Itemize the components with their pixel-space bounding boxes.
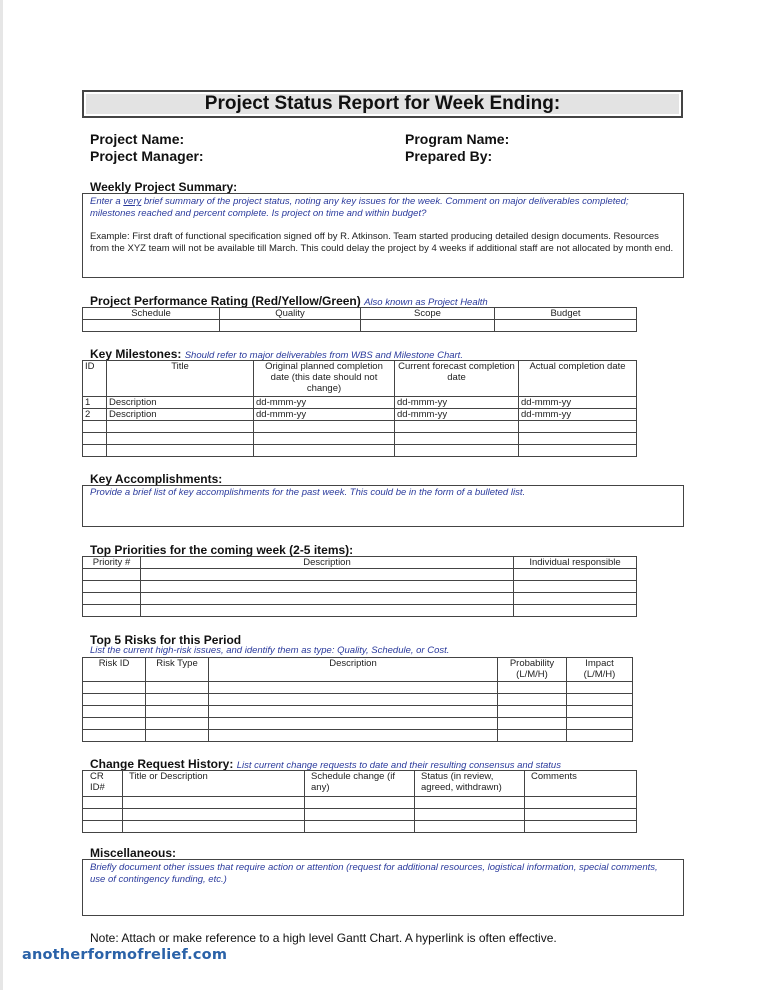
milestone-cell[interactable] — [83, 433, 107, 445]
change-requests-col-id: CR ID# — [83, 771, 123, 797]
accomplishments-box[interactable] — [82, 485, 684, 527]
summary-example: Example: First draft of functional specification signed off by R. Atkinson. Team started producing detailed design documents. Resources from the XYZ team will not be available till March. This could delay the project by 4 weeks if additional staff are not allocated by month end. — [90, 231, 674, 254]
change-request-cell[interactable] — [525, 821, 637, 833]
change-request-cell[interactable] — [83, 809, 123, 821]
milestones-hint: Should refer to major deliverables from WBS and Milestone Chart. — [184, 350, 463, 361]
priority-row — [83, 605, 637, 617]
report-title-text: Project Status Report for Week Ending: — [204, 93, 561, 114]
priority-cell[interactable] — [141, 569, 514, 581]
priorities-title: Top Priorities for the coming week (2-5 items): — [90, 543, 354, 557]
risk-cell[interactable] — [83, 718, 146, 730]
change-request-row — [83, 797, 637, 809]
priority-cell[interactable] — [141, 593, 514, 605]
priority-cell[interactable] — [514, 605, 637, 617]
prepared-by-label: Prepared By: — [405, 148, 493, 164]
risk-cell[interactable] — [146, 694, 209, 706]
milestones-col-forecast-date: Current forecast completion date — [395, 361, 519, 397]
change-requests-title — [90, 757, 561, 771]
priority-cell[interactable] — [83, 581, 141, 593]
milestone-cell[interactable] — [395, 445, 519, 457]
accomplishments-title: Key Accomplishments: — [90, 472, 223, 486]
risk-cell[interactable] — [498, 682, 567, 694]
risks-hint: List the current high-risk issues, and identify them as type: Quality, Schedule, or Cost. — [90, 645, 450, 656]
milestone-row — [83, 421, 637, 433]
milestone-id[interactable]: 1 — [83, 397, 107, 409]
risks-table — [82, 657, 633, 742]
milestones-table — [82, 360, 637, 457]
misc-hint: Briefly document other issues that require action or attention (request for additional resources, logistical information, special comments, use of contingency funding, etc.) — [90, 862, 658, 885]
change-request-cell[interactable] — [123, 821, 305, 833]
misc-box[interactable] — [82, 859, 684, 916]
milestone-cell[interactable] — [107, 445, 254, 457]
milestone-id[interactable]: 2 — [83, 409, 107, 421]
milestone-row — [83, 433, 637, 445]
change-requests-hint: List current change requests to date and their resulting consensus and status — [236, 760, 561, 771]
priority-cell[interactable] — [83, 569, 141, 581]
change-request-cell[interactable] — [415, 809, 525, 821]
performance-cell-scope[interactable] — [361, 320, 495, 332]
priorities-table — [82, 556, 637, 617]
risk-row — [83, 682, 633, 694]
page-edge — [0, 0, 3, 990]
risks-col-type: Risk Type — [146, 658, 209, 682]
risk-cell[interactable] — [567, 694, 633, 706]
watermark: anotherformofrelief.com — [22, 947, 228, 963]
milestone-actual-date[interactable]: dd-mmm-yy — [519, 397, 637, 409]
change-requests-col-title: Title or Description — [123, 771, 305, 797]
risks-col-impact: Impact (L/M/H) — [567, 658, 633, 682]
change-request-cell[interactable] — [305, 821, 415, 833]
risk-cell[interactable] — [146, 730, 209, 742]
risk-cell[interactable] — [209, 718, 498, 730]
change-requests-table — [82, 770, 637, 833]
change-request-cell[interactable] — [525, 797, 637, 809]
risk-cell[interactable] — [209, 682, 498, 694]
performance-col-budget: Budget — [495, 308, 637, 320]
performance-table — [82, 307, 637, 332]
milestone-cell[interactable] — [254, 421, 395, 433]
accomplishments-hint: Provide a brief list of key accomplishments for the past week. This could be in the form of a bulleted list. — [90, 487, 526, 498]
milestone-cell[interactable] — [395, 421, 519, 433]
risk-row — [83, 694, 633, 706]
change-request-cell[interactable] — [83, 797, 123, 809]
risks-col-description: Description — [209, 658, 498, 682]
change-requests-col-status: Status (in review, agreed, withdrawn) — [415, 771, 525, 797]
milestone-row — [83, 397, 637, 409]
risk-cell[interactable] — [146, 706, 209, 718]
milestone-cell[interactable] — [519, 445, 637, 457]
change-requests-col-comments: Comments — [525, 771, 637, 797]
priority-cell[interactable] — [83, 605, 141, 617]
priorities-col-number: Priority # — [83, 557, 141, 569]
risk-cell[interactable] — [498, 718, 567, 730]
performance-title — [90, 294, 488, 308]
performance-col-schedule: Schedule — [83, 308, 220, 320]
change-request-cell[interactable] — [415, 797, 525, 809]
performance-col-quality: Quality — [220, 308, 361, 320]
change-requests-title-text: Change Request History: — [90, 757, 234, 771]
change-request-cell[interactable] — [305, 797, 415, 809]
risk-cell[interactable] — [209, 706, 498, 718]
change-request-row — [83, 809, 637, 821]
change-request-cell[interactable] — [123, 809, 305, 821]
project-manager-label: Project Manager: — [90, 148, 204, 164]
milestones-title-text: Key Milestones: — [90, 347, 182, 361]
milestone-row — [83, 409, 637, 421]
risks-col-id: Risk ID — [83, 658, 146, 682]
milestones-col-id: ID — [83, 361, 107, 397]
misc-title: Miscellaneous: — [90, 846, 177, 860]
milestone-cell[interactable] — [395, 433, 519, 445]
milestones-col-actual-date: Actual completion date — [519, 361, 637, 397]
change-request-cell[interactable] — [123, 797, 305, 809]
milestone-cell[interactable] — [83, 445, 107, 457]
summary-hint-underlined: very — [123, 196, 142, 207]
milestone-forecast-date[interactable]: dd-mmm-yy — [395, 409, 519, 421]
priorities-col-description: Description — [141, 557, 514, 569]
change-request-row — [83, 821, 637, 833]
priority-cell[interactable] — [83, 593, 141, 605]
risk-cell[interactable] — [209, 694, 498, 706]
performance-cell-budget[interactable] — [495, 320, 637, 332]
priority-cell[interactable] — [141, 605, 514, 617]
risk-cell[interactable] — [146, 682, 209, 694]
risk-cell[interactable] — [567, 718, 633, 730]
milestone-original-date[interactable]: dd-mmm-yy — [254, 409, 395, 421]
risk-cell[interactable] — [498, 694, 567, 706]
summary-hint-post: brief summary of the project status, noting any key issues for the week. Comment on major deliverables completed; milestones reached and percent complete. Is project on time and within budget? — [90, 196, 629, 219]
milestone-cell[interactable] — [519, 421, 637, 433]
summary-hint-pre: Enter a — [90, 196, 124, 207]
priority-cell[interactable] — [514, 593, 637, 605]
milestone-title[interactable]: Description — [107, 409, 254, 421]
risk-row — [83, 706, 633, 718]
risk-cell[interactable] — [83, 694, 146, 706]
milestone-title[interactable]: Description — [107, 397, 254, 409]
milestones-col-title: Title — [107, 361, 254, 397]
milestone-cell[interactable] — [107, 433, 254, 445]
program-name-label: Program Name: — [405, 131, 510, 147]
milestone-cell[interactable] — [519, 433, 637, 445]
risk-cell[interactable] — [209, 730, 498, 742]
risk-cell[interactable] — [498, 730, 567, 742]
report-title — [82, 90, 683, 118]
summary-title: Weekly Project Summary: — [90, 180, 238, 194]
milestone-cell[interactable] — [254, 433, 395, 445]
milestones-title — [90, 347, 463, 361]
risk-cell[interactable] — [83, 706, 146, 718]
milestone-cell[interactable] — [83, 421, 107, 433]
risk-cell[interactable] — [567, 682, 633, 694]
milestone-forecast-date[interactable]: dd-mmm-yy — [395, 397, 519, 409]
risk-cell[interactable] — [567, 730, 633, 742]
performance-hint: Also known as Project Health — [364, 297, 488, 308]
priority-cell[interactable] — [514, 569, 637, 581]
milestone-row — [83, 445, 637, 457]
milestone-cell[interactable] — [254, 445, 395, 457]
risks-title: Top 5 Risks for this Period — [90, 633, 242, 647]
risk-cell[interactable] — [498, 706, 567, 718]
performance-title-text: Project Performance Rating (Red/Yellow/Green) — [90, 294, 361, 308]
priority-row — [83, 593, 637, 605]
change-requests-col-schedule: Schedule change (if any) — [305, 771, 415, 797]
change-request-cell[interactable] — [525, 809, 637, 821]
priority-cell[interactable] — [141, 581, 514, 593]
priority-row — [83, 569, 637, 581]
milestone-cell[interactable] — [107, 421, 254, 433]
performance-col-scope: Scope — [361, 308, 495, 320]
risk-cell[interactable] — [83, 730, 146, 742]
milestone-original-date[interactable]: dd-mmm-yy — [254, 397, 395, 409]
priority-row — [83, 581, 637, 593]
change-request-cell[interactable] — [305, 809, 415, 821]
performance-cell-schedule[interactable] — [83, 320, 220, 332]
risk-row — [83, 718, 633, 730]
risk-cell[interactable] — [146, 718, 209, 730]
change-request-cell[interactable] — [83, 821, 123, 833]
change-request-cell[interactable] — [415, 821, 525, 833]
risk-cell[interactable] — [567, 706, 633, 718]
risks-col-probability: Probability (L/M/H) — [498, 658, 567, 682]
milestone-actual-date[interactable]: dd-mmm-yy — [519, 409, 637, 421]
performance-cell-quality[interactable] — [220, 320, 361, 332]
priority-cell[interactable] — [514, 581, 637, 593]
gantt-note: Note: Attach or make reference to a high level Gantt Chart. A hyperlink is often effective. — [90, 931, 557, 945]
summary-hint — [90, 196, 675, 220]
risk-row — [83, 730, 633, 742]
summary-box[interactable] — [82, 193, 684, 278]
risk-cell[interactable] — [83, 682, 146, 694]
priorities-col-responsible: Individual responsible — [514, 557, 637, 569]
project-name-label: Project Name: — [90, 131, 185, 147]
milestones-col-original-date: Original planned completion date (this date should not change) — [254, 361, 395, 397]
